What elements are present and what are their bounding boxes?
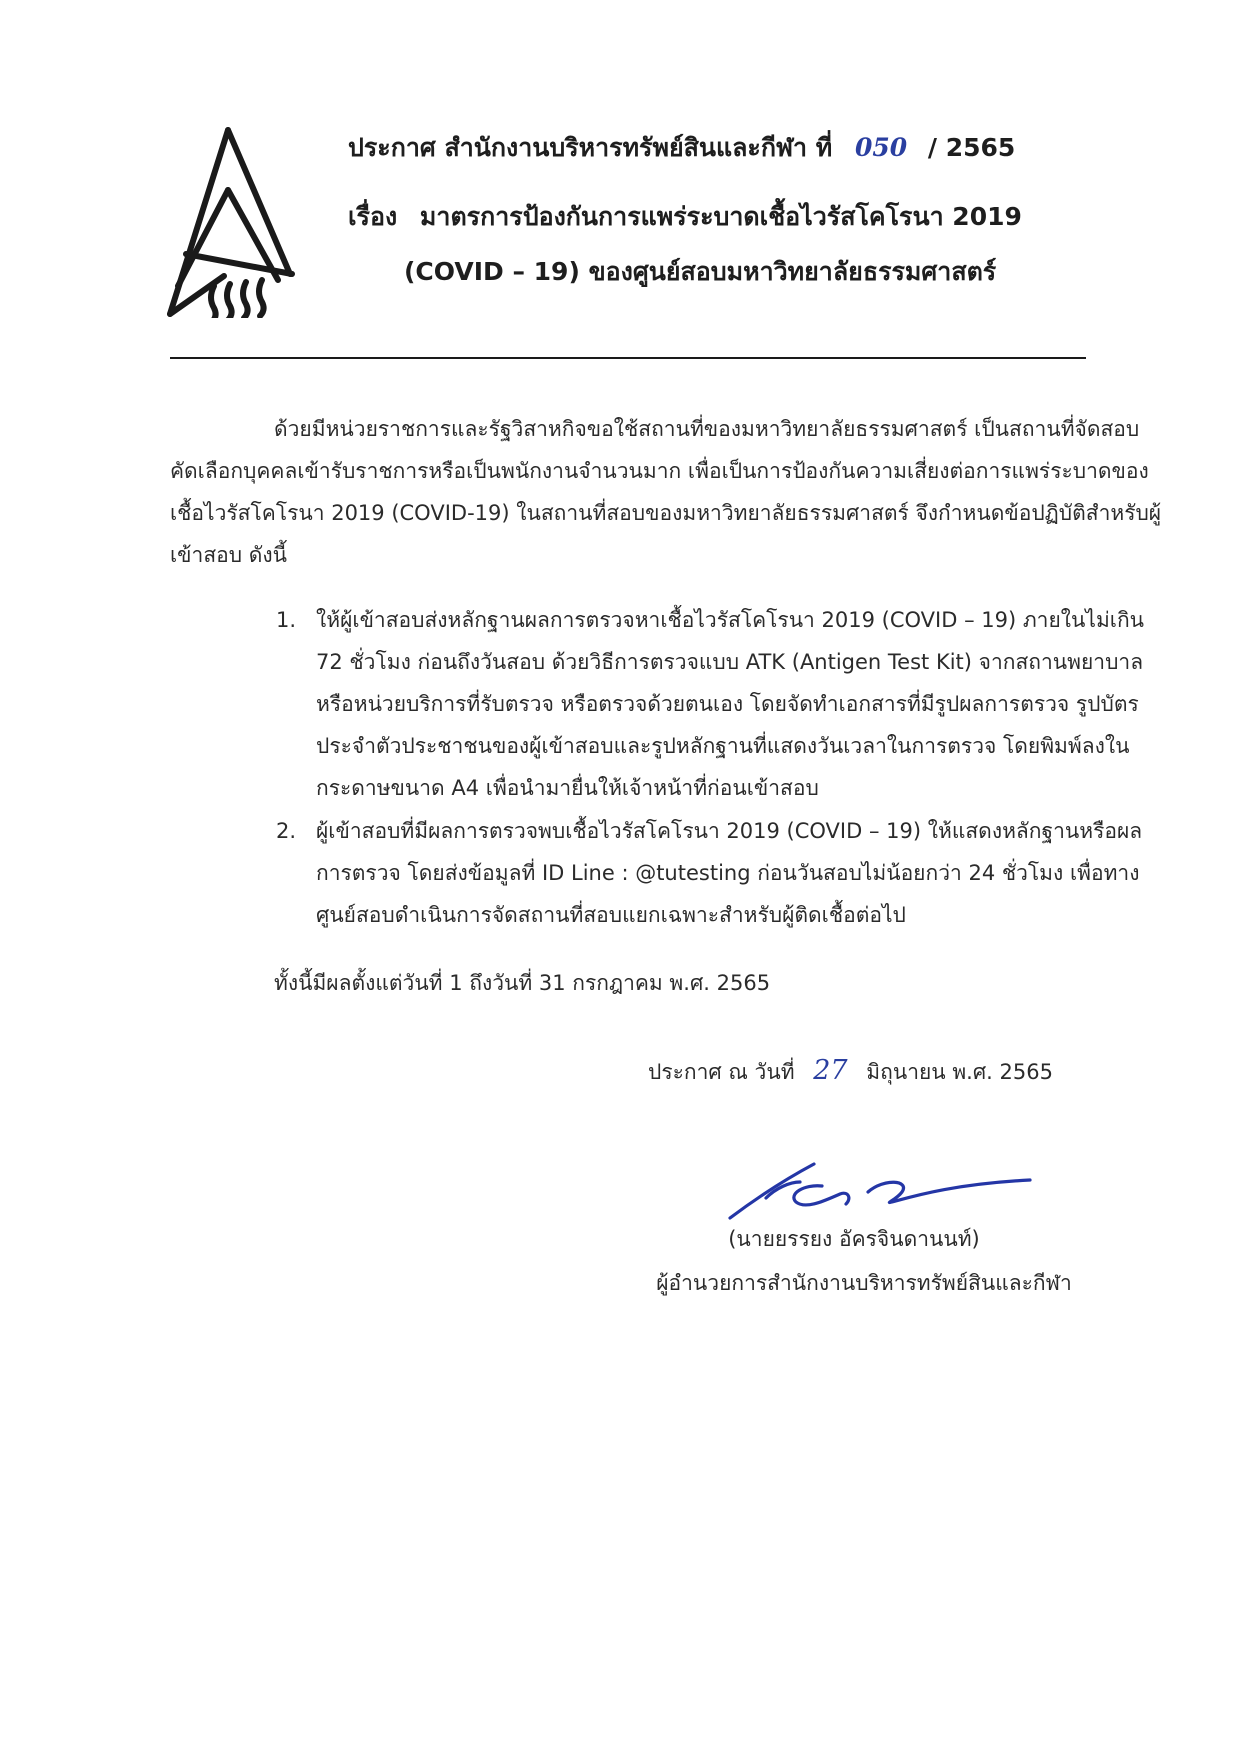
subject-text-2: (COVID – 19) ของศูนย์สอบมหาวิทยาลัยธรรมศาสตร์: [404, 257, 997, 286]
item-line: ผู้เข้าสอบที่มีผลการตรวจพบเชื้อไวรัสโคโรนา 2019 (COVID – 19) ให้แสดงหลักฐานหรือผล: [316, 819, 1143, 843]
date-suffix: มิถุนายน พ.ศ. 2565: [866, 1060, 1053, 1084]
date-prefix: ประกาศ ณ วันที่: [648, 1060, 795, 1084]
handwritten-signature-icon: [724, 1158, 1034, 1222]
date-day-handwritten: 27: [813, 1055, 848, 1086]
signatory-position: ผู้อำนวยการสำนักงานบริหารทรัพย์สินและกีฬา: [656, 1271, 1072, 1295]
list-item: [316, 599, 1145, 809]
item-line: ศูนย์สอบดำเนินการจัดสถานที่สอบแยกเฉพาะสำหรับผู้ติดเชื้อต่อไป: [316, 903, 906, 927]
list-item-number: 2.: [276, 819, 297, 843]
effective-period: ทั้งนี้มีผลตั้งแต่วันที่ 1 ถึงวันที่ 31 กรกฎาคม พ.ศ. 2565: [274, 971, 771, 995]
item-line: ประจำตัวประชาชนของผู้เข้าสอบและรูปหลักฐานที่แสดงวันเวลาในการตรวจ โดยพิมพ์ลงใน: [316, 734, 1130, 758]
university-logo-icon: [166, 126, 296, 318]
item-line: ให้ผู้เข้าสอบส่งหลักฐานผลการตรวจหาเชื้อไวรัสโคโรนา 2019 (COVID – 19) ภายในไม่เกิน: [316, 608, 1145, 632]
list-item-number: 1.: [276, 608, 297, 632]
announcement-number-suffix: / 2565: [927, 133, 1016, 162]
list-item: [316, 810, 1143, 936]
item-line: หรือหน่วยบริการที่รับตรวจ หรือตรวจด้วยตนเอง โดยจัดทำเอกสารที่มีรูปผลการตรวจ รูปบัตร: [316, 692, 1139, 716]
announcement-prefix: ประกาศ สำนักงานบริหารทรัพย์สินและกีฬา ที่: [348, 133, 833, 162]
subject-line-1: [348, 197, 1022, 237]
intro-line: คัดเลือกบุคคลเข้ารับราชการหรือเป็นพนักงานจำนวนมาก เพื่อเป็นการป้องกันความเสี่ยงต่อการแพร่ระบาดของ: [170, 459, 1149, 483]
subject-line-2: [404, 252, 996, 292]
item-line: 72 ชั่วโมง ก่อนถึงวันสอบ ด้วยวิธีการตรวจแบบ ATK (Antigen Test Kit) จากสถานพยาบาล: [316, 650, 1144, 674]
announcement-number-handwritten: 050: [854, 133, 908, 162]
header-divider: [170, 357, 1086, 359]
intro-paragraph: [170, 408, 1162, 576]
signatory-name: (นายยรรยง อัครจินดานนท์): [728, 1227, 980, 1251]
announcement-heading: [348, 128, 1015, 168]
subject-label: เรื่อง: [348, 202, 398, 231]
item-line: กระดาษขนาด A4 เพื่อนำมายื่นให้เจ้าหน้าที่ก่อนเข้าสอบ: [316, 776, 819, 800]
item-line: การตรวจ โดยส่งข้อมูลที่ ID Line : @tutesting ก่อนวันสอบไม่น้อยกว่า 24 ชั่วโมง เพื่อทาง: [316, 861, 1140, 885]
intro-line: เชื้อไวรัสโคโรนา 2019 (COVID-19) ในสถานที่สอบของมหาวิทยาลัยธรรมศาสตร์ จึงกำหนดข้อปฏิบัติสำหรับผู้: [170, 501, 1162, 525]
announcement-date: [648, 1050, 1053, 1093]
subject-text-1: มาตรการป้องกันการแพร่ระบาดเชื้อไวรัสโคโรนา 2019: [419, 202, 1022, 231]
intro-line: เข้าสอบ ดังนี้: [170, 543, 288, 567]
intro-line: ด้วยมีหน่วยราชการและรัฐวิสาหกิจขอใช้สถานที่ของมหาวิทยาลัยธรรมศาสตร์ เป็นสถานที่จัดสอบ: [274, 417, 1140, 441]
